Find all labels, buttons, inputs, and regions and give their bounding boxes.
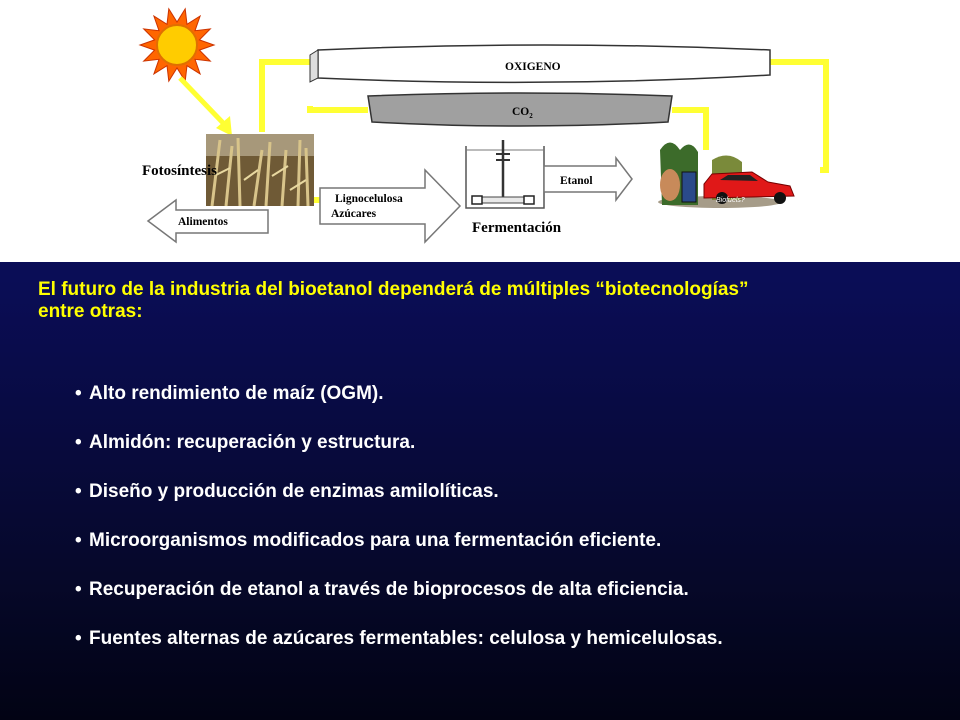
co2-to-plant-connector [310, 106, 368, 110]
sugars-label: Azúcares [331, 208, 377, 220]
headline-line-2: entre otras: [38, 301, 143, 322]
list-item [75, 529, 723, 553]
bullet-dot: • [75, 432, 82, 453]
list-item-text: Microorganismos modificados para una fermentación eficiente. [89, 530, 662, 551]
lignocellulose-label: Lignocelulosa [335, 193, 403, 205]
biofuels-label: Biofuels? [716, 197, 745, 204]
biotech-list [75, 382, 723, 676]
diagram-svg [0, 0, 960, 262]
bullet-dot: • [75, 530, 82, 551]
list-item [75, 431, 723, 455]
bullet-dot: • [75, 628, 82, 649]
list-item-text: Recuperación de etanol a través de bioprocesos de alta eficiencia. [89, 579, 689, 600]
bullet-dot: • [75, 579, 82, 600]
list-item-text: Almidón: recuperación y estructura. [89, 432, 416, 453]
co2-label: $CO_2$ [512, 106, 533, 120]
sun-icon [140, 9, 214, 81]
list-item-text: Fuentes alternas de azúcares fermentables: celulosa y hemicelulosas. [89, 628, 723, 649]
fermenter-icon [466, 140, 544, 208]
headline [38, 279, 938, 323]
list-item [75, 627, 723, 651]
oxygen-from-car-connector [770, 62, 826, 170]
bullet-dot: • [75, 383, 82, 404]
foods-label: Alimentos [178, 216, 228, 228]
list-item-text: Diseño y producción de enzimas amilolíticas. [89, 481, 499, 502]
biofuels-image [658, 143, 794, 209]
oxygen-label: OXIGENO [505, 61, 561, 73]
fermentation-label: Fermentación [472, 220, 562, 236]
car-wheel [774, 192, 786, 204]
seed-icon [660, 169, 680, 201]
fuel-pump-icon [682, 172, 696, 202]
photosynthesis-label: Fotosíntesis [142, 163, 217, 179]
list-item-text: Alto rendimiento de maíz (OGM). [89, 383, 384, 404]
sunlight-arrow [180, 78, 232, 136]
ethanol-label: Etanol [560, 175, 593, 187]
co2-from-car-connector [672, 110, 706, 150]
list-item [75, 578, 723, 602]
headline-line-1: El futuro de la industria del bioetanol dependerá de múltiples “biotecnologías” [38, 279, 749, 300]
list-item [75, 480, 723, 504]
list-item [75, 382, 723, 406]
bioethanol-cycle-diagram [0, 0, 960, 262]
oxygen-ribbon-fold [310, 50, 318, 82]
sun-core [157, 25, 197, 65]
bullet-dot: • [75, 481, 82, 502]
sugars-arrow [320, 170, 460, 242]
corn-field-image [206, 134, 314, 206]
